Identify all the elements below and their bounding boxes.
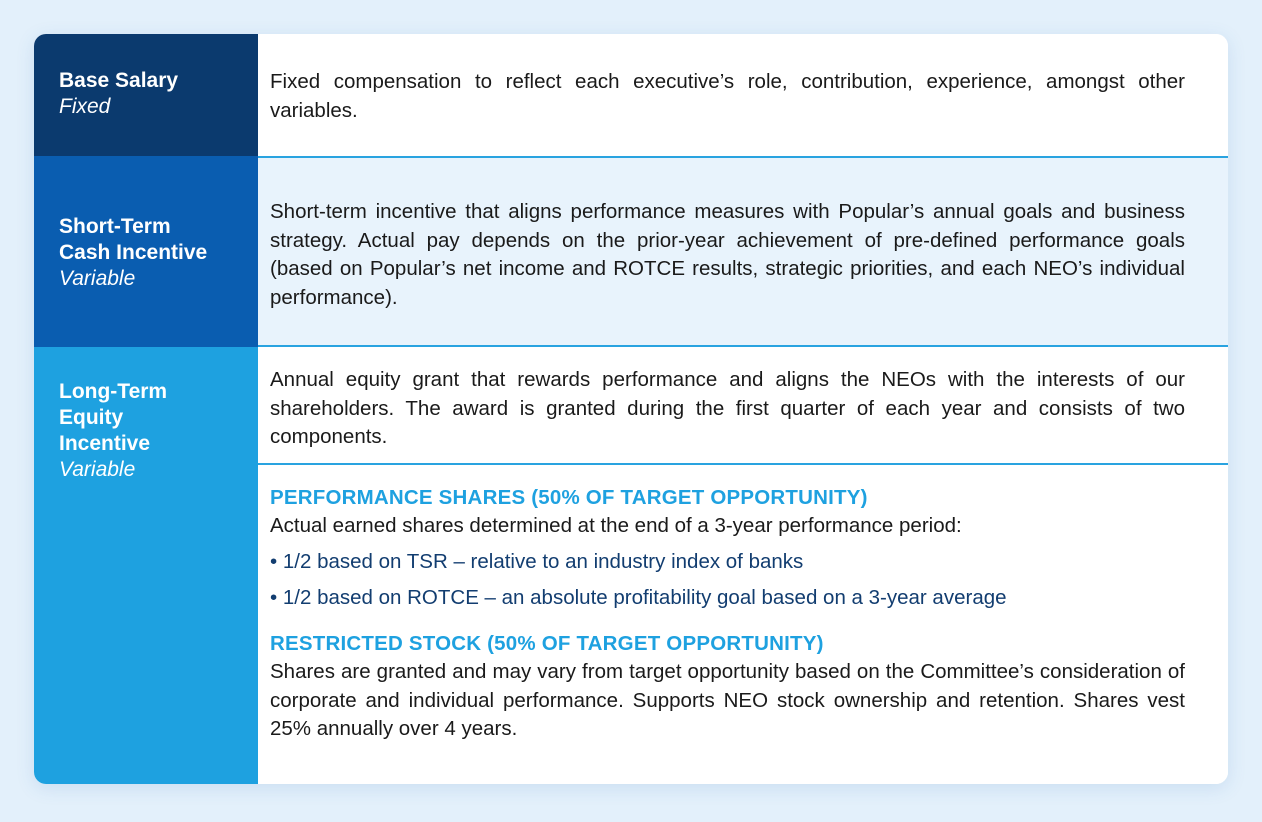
short-term-type: Variable [59,267,136,290]
long-term-title-line2: Equity [59,406,124,429]
section-divider [258,463,1228,465]
restricted-stock-section [270,630,1185,744]
long-term-title-line3: Incentive [59,432,151,455]
long-term-title-line1: Long-Term [59,380,168,403]
performance-shares-heading: PERFORMANCE SHARES (50% OF TARGET OPPORTUNITY) [270,486,868,509]
compensation-table [34,34,1228,784]
base-salary-title: Base Salary [59,69,179,92]
restricted-stock-text: Shares are granted and may vary from target opportunity based on the Committee’s consideration of corporate and individual performance. Supports NEO stock ownership and retention. Shares vest 25% annually over 4 years. [270,660,1185,740]
short-term-title-line1: Short-Term [59,215,171,238]
base-salary-row [34,34,1228,156]
base-salary-label-cell [34,34,258,156]
performance-shares-section [270,484,1185,616]
long-term-content-cell [258,347,1228,784]
restricted-stock-heading: RESTRICTED STOCK (50% OF TARGET OPPORTUNITY) [270,632,824,655]
base-salary-content-cell [258,34,1228,156]
short-term-row [34,156,1228,347]
long-term-label-cell [34,347,258,784]
long-term-row [34,347,1228,784]
long-term-type: Variable [59,458,136,481]
base-salary-type: Fixed [59,95,111,118]
short-term-label-cell [34,156,258,347]
short-term-title-line2: Cash Incentive [59,241,208,264]
performance-shares-bullet-1: • 1/2 based on TSR – relative to an industry index of banks [270,549,804,573]
base-salary-description: Fixed compensation to reflect each executive’s role, contribution, experience, amongst other variables. [270,70,1185,122]
performance-shares-bullet-2: • 1/2 based on ROTCE – an absolute profitability goal based on a 3-year average [270,585,1007,609]
short-term-content-cell [258,156,1228,347]
performance-shares-text: Actual earned shares determined at the end of a 3-year performance period: [270,514,962,537]
long-term-description: Annual equity grant that rewards performance and aligns the NEOs with the interests of our shareholders. The award is granted during the first quarter of each year and consists of two components. [270,368,1185,448]
short-term-description: Short-term incentive that aligns performance measures with Popular’s annual goals and business strategy. Actual pay depends on the prior-year achievement of pre-defined performance goals (based on Popular’s net income and ROTCE results, strategic priorities, and each NEO’s individual performance). [270,200,1185,309]
